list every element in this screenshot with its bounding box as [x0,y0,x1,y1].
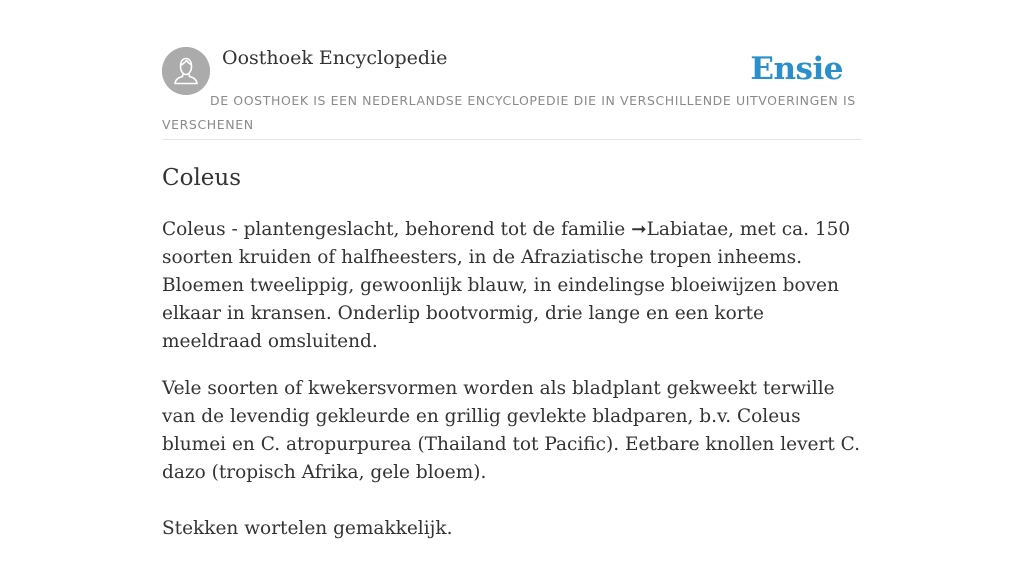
ensie-logo[interactable]: Ensie [750,51,843,87]
arrow-right-icon: ➞ [631,219,647,240]
publication-title[interactable]: Oosthoek Encyclopedie [222,47,448,69]
article-title: Coleus [162,165,242,191]
user-silhouette-icon[interactable] [162,47,210,95]
labiatae-link[interactable] [631,219,728,240]
article-paragraph-3: Stekken wortelen gemakkelijk. [162,518,453,539]
article-body [162,216,862,562]
paragraph-1-intro: Coleus - plantengeslacht, behorend tot de familie [162,219,632,240]
labiatae-link-label: Labiatae [646,219,729,240]
publication-description: DE OOSTHOEK IS EEN NEDERLANDSE ENCYCLOPEDIE DIE IN VERSCHILLENDE UITVOERINGEN IS VERSCHENEN [162,93,856,132]
paragraph-1-rest: , met ca. 150 soorten kruiden of halfheesters, in de Afraziatische tropen inheems. Bloemen tweelippig, gewoonlijk blauw, in eindelingse bloeiwijzen boven elkaar in kransen. Onderlip bootvormig, drie lange en een korte meeldraad omsluitend. [162,219,851,352]
article-paragraph-1 [162,216,862,356]
page-container [162,0,862,539]
article-paragraph-2: Vele soorten of kwekersvormen worden als bladplant gekweekt terwille van de levendig gekleurde en grillig gevlekte bladparen, b.v. Coleus blumei en C. atropurpurea (Thailand tot Pacific). Eetbare knollen levert C. dazo (tropisch Afrika, gele bloem). [162,378,861,483]
publication-header [162,0,862,140]
